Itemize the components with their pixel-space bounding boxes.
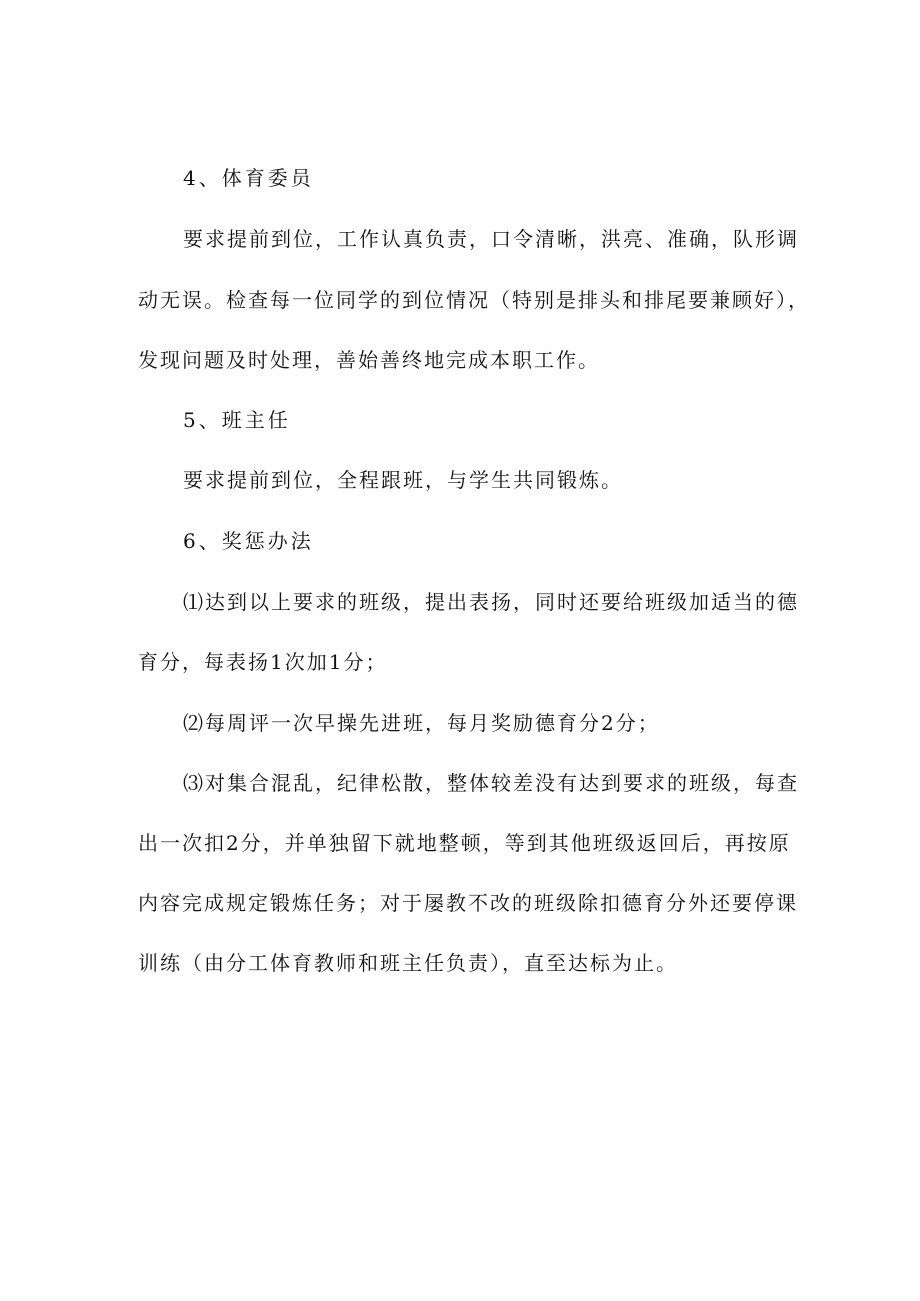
paragraph-line: 动无误。检查每一位同学的到位情况（特别是排头和排尾要兼顾好），: [138, 288, 810, 312]
section-heading-6: 6、奖惩办法: [183, 529, 314, 553]
section-heading-5: 5、班主任: [183, 408, 291, 432]
paragraph-line: 要求提前到位，全程跟班，与学生共同锻炼。: [183, 468, 623, 492]
list-item-line: 训练（由分工体育教师和班主任负责），直至达标为止。: [138, 951, 678, 975]
section-heading-4: 4、体育委员: [183, 166, 314, 190]
list-item-line: ⑵每周评一次早操先进班，每月奖励德育分2分；: [183, 711, 660, 735]
list-item-line: 出一次扣2分，并单独留下就地整顿，等到其他班级返回后，再按原: [138, 831, 791, 855]
list-item-line: 育分，每表扬1次加1分；: [138, 650, 388, 674]
list-item-line: ⑴达到以上要求的班级，提出表扬，同时还要给班级加适当的德: [183, 590, 799, 614]
paragraph-line: 发现问题及时处理，善始善终地完成本职工作。: [138, 348, 600, 372]
list-item-line: 内容完成规定锻炼任务；对于屡教不改的班级除扣德育分外还要停课: [138, 891, 798, 915]
list-item-line: ⑶对集合混乱，纪律松散，整体较差没有达到要求的班级，每查: [183, 771, 799, 795]
paragraph-line: 要求提前到位，工作认真负责，口令清晰，洪亮、准确，队形调: [183, 227, 799, 251]
